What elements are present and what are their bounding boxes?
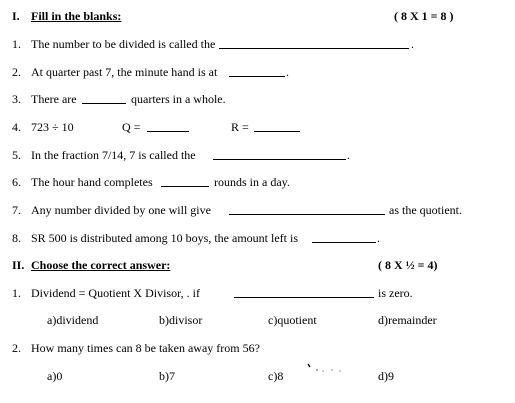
mcq2-option-b[interactable]: b)7 <box>159 369 175 383</box>
q3-text-b: quarters in a whole. <box>131 92 226 106</box>
q1-text: The number to be divided is called the <box>31 37 216 51</box>
mcq2-number: 2. <box>12 341 21 355</box>
q7-text-b: as the quotient. <box>389 203 462 217</box>
mcq2-option-a[interactable]: a)0 <box>47 369 63 383</box>
q7-number: 7. <box>12 203 21 217</box>
q4-remainder-blank[interactable] <box>254 121 300 132</box>
q5-end: . <box>347 148 350 162</box>
section2-title: Choose the correct answer: <box>31 258 171 272</box>
mcq1-blank[interactable] <box>234 287 374 298</box>
q1-number: 1. <box>12 37 21 51</box>
q6-blank[interactable] <box>161 176 209 187</box>
q8-blank[interactable] <box>312 232 376 243</box>
q6-text-a: The hour hand completes <box>31 175 153 189</box>
mcq1-number: 1. <box>12 286 21 300</box>
q8-number: 8. <box>12 231 21 245</box>
mcq2-option-c[interactable]: c)8 <box>268 369 284 383</box>
q2-text: At quarter past 7, the minute hand is at <box>31 65 218 79</box>
mcq1-option-a[interactable]: a)dividend <box>47 313 99 327</box>
q2-number: 2. <box>12 65 21 79</box>
section2-roman: II. <box>12 258 25 272</box>
q1-end: . <box>411 37 414 51</box>
q7-blank[interactable] <box>229 204 385 215</box>
q6-number: 6. <box>12 175 21 189</box>
mcq2-option-d[interactable]: d)9 <box>378 369 394 383</box>
section1-roman: I. <box>12 9 20 23</box>
q4-number: 4. <box>12 120 21 134</box>
q2-blank[interactable] <box>229 66 285 77</box>
q4-expression: 723 ÷ 10 <box>31 120 74 134</box>
mcq1-option-c[interactable]: c)quotient <box>268 313 317 327</box>
q4-quotient-blank[interactable] <box>147 121 189 132</box>
mcq1-text-b: is zero. <box>378 286 413 300</box>
section2-marks: ( 8 X ½ = 4) <box>378 258 438 272</box>
mcq2-text: How many times can 8 be taken away from 56? <box>31 341 260 355</box>
q1-blank[interactable] <box>219 38 409 49</box>
q5-number: 5. <box>12 148 21 162</box>
mcq1-option-d[interactable]: d)remainder <box>378 313 437 327</box>
q4-remainder-label: R = <box>231 120 249 134</box>
q5-blank[interactable] <box>213 149 346 160</box>
mcq1-text-a: Dividend = Quotient X Divisor, . if <box>31 286 200 300</box>
mcq1-option-b[interactable]: b)divisor <box>159 313 203 327</box>
q4-quotient-label: Q = <box>122 120 141 134</box>
q3-blank[interactable] <box>82 93 126 104</box>
q5-text: In the fraction 7/14, 7 is called the <box>31 148 196 162</box>
q2-end: . <box>286 65 289 79</box>
q6-text-b: rounds in a day. <box>214 175 290 189</box>
q7-text-a: Any number divided by one will give <box>31 203 211 217</box>
q8-end: . <box>377 231 380 245</box>
q3-text-a: There are <box>31 92 77 106</box>
q8-text: SR 500 is distributed among 10 boys, the amount left is <box>31 231 298 245</box>
section1-title: Fill in the blanks: <box>31 9 122 23</box>
scan-speck-marks <box>304 362 348 374</box>
section1-marks: ( 8 X 1 = 8 ) <box>394 9 454 23</box>
q3-number: 3. <box>12 92 21 106</box>
